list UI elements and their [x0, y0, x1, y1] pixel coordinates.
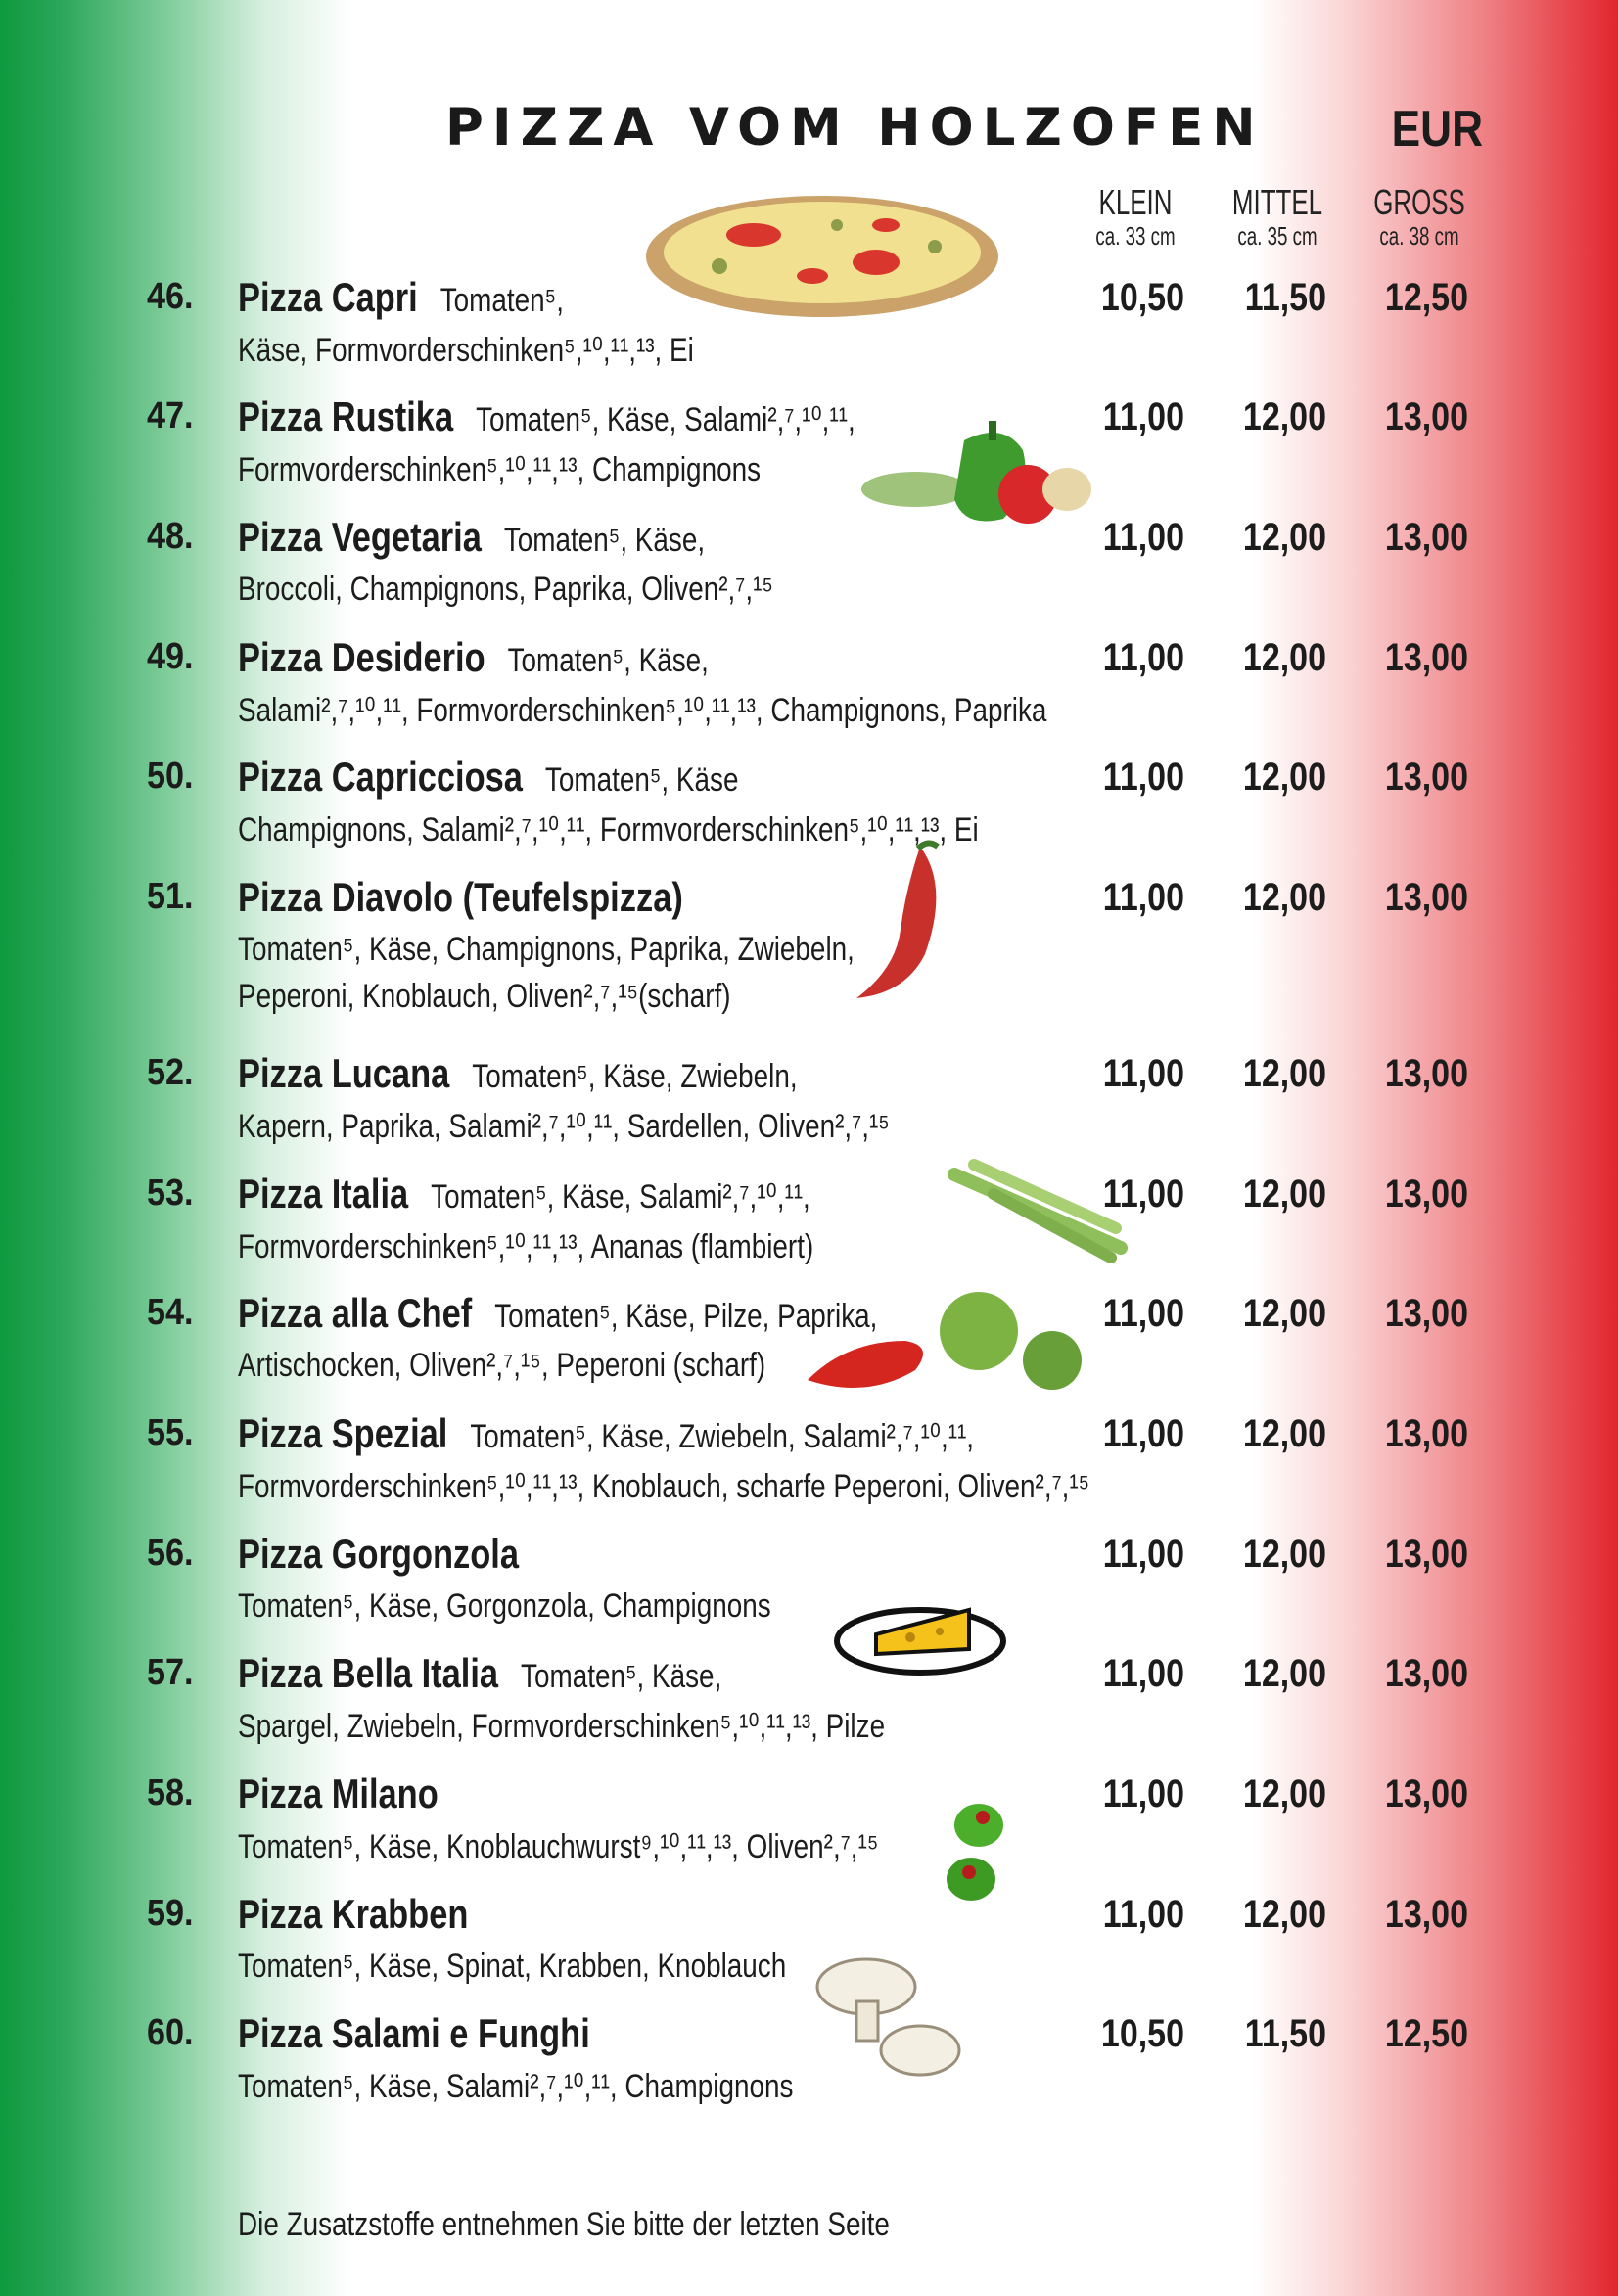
- item-ingredients: Formvorderschinken⁵,¹⁰,¹¹,¹³, Ananas (flambiert): [238, 1228, 814, 1265]
- size-dimension: ca. 35 cm: [1237, 221, 1318, 251]
- size-dimension: ca. 38 cm: [1379, 221, 1459, 251]
- price-klein: 11,00: [1102, 756, 1184, 799]
- price-gross: 13,00: [1384, 1893, 1468, 1936]
- size-label: GROSS: [1373, 182, 1465, 222]
- size-label: KLEIN: [1098, 182, 1173, 222]
- item-number: 52.: [147, 1052, 194, 1093]
- page-title: PIZZA VOM HOLZOFEN: [445, 98, 1265, 158]
- item-ingredients: Salami²,⁷,¹⁰,¹¹, Formvorderschinken⁵,¹⁰,¹¹,¹³, Champignons, Paprika: [238, 692, 1047, 729]
- price-gross: 13,00: [1384, 1533, 1468, 1576]
- price-gross: 13,00: [1384, 395, 1468, 438]
- item-number: 55.: [147, 1412, 194, 1453]
- item-ingredients: Käse, Formvorderschinken⁵,¹⁰,¹¹,¹³, Ei: [238, 332, 694, 369]
- item-name: Pizza Lucana: [238, 1050, 450, 1096]
- item-ingredients: Tomaten⁵, Käse, Spinat, Krabben, Knoblauch: [238, 1948, 787, 1985]
- item-number: 58.: [147, 1772, 194, 1814]
- item-name: Pizza Salami e Funghi: [238, 2010, 590, 2056]
- item-title-line: [238, 1770, 461, 1817]
- item-name: Pizza Italia: [238, 1171, 409, 1217]
- vegetables-icon: [856, 411, 1111, 528]
- item-ingredients: Formvorderschinken⁵,¹⁰,¹¹,¹³, Champignons: [238, 451, 762, 488]
- price-klein: 11,00: [1102, 876, 1184, 919]
- price-mittel: 12,00: [1242, 1412, 1326, 1455]
- price-mittel: 12,00: [1242, 1533, 1326, 1576]
- item-ingredients: Broccoli, Champignons, Paprika, Oliven²,⁷,¹⁵: [238, 571, 773, 608]
- item-ingredients: Tomaten⁵, Käse, Salami²,⁷,¹⁰,¹¹,: [431, 1178, 810, 1216]
- item-ingredients: Spargel, Zwiebeln, Formvorderschinken⁵,¹⁰,¹¹,¹³, Pilze: [238, 1708, 886, 1745]
- price-gross: 12,50: [1384, 276, 1468, 319]
- price-mittel: 12,00: [1242, 1652, 1326, 1695]
- currency-label: EUR: [1391, 101, 1483, 158]
- price-mittel: 12,00: [1242, 1172, 1326, 1216]
- item-title-line: [238, 514, 705, 561]
- size-label: MITTEL: [1231, 182, 1323, 222]
- price-klein: 11,00: [1102, 1893, 1184, 1936]
- item-name: Pizza Capri: [238, 274, 418, 320]
- item-title-line: [238, 1531, 541, 1578]
- price-klein: 10,50: [1100, 276, 1184, 319]
- item-title-line: [238, 754, 738, 801]
- price-mittel: 12,00: [1242, 1772, 1326, 1815]
- item-number: 49.: [147, 636, 194, 677]
- item-number: 60.: [147, 2012, 194, 2053]
- item-ingredients: Tomaten⁵, Käse, Salami²,⁷,¹⁰,¹¹, Champignons: [238, 2068, 794, 2105]
- price-mittel: 12,00: [1242, 1052, 1326, 1095]
- price-gross: 13,00: [1384, 516, 1468, 559]
- item-number: 57.: [147, 1652, 194, 1693]
- price-gross: 13,00: [1384, 636, 1468, 679]
- size-dimension: ca. 33 cm: [1095, 221, 1176, 251]
- item-title-line: [238, 1410, 974, 1457]
- item-name: Pizza Rustika: [238, 393, 454, 439]
- item-number: 48.: [147, 516, 194, 557]
- price-mittel: 12,00: [1242, 876, 1326, 919]
- item-number: 51.: [147, 876, 194, 917]
- item-title-line: [238, 2010, 613, 2057]
- olives-icon: [940, 1796, 1008, 1913]
- item-ingredients: Tomaten⁵,: [439, 282, 564, 319]
- item-ingredients: Tomaten⁵, Käse: [544, 761, 739, 799]
- item-name: Pizza Bella Italia: [238, 1650, 499, 1696]
- price-mittel: 12,00: [1242, 1893, 1326, 1936]
- price-mittel: 12,00: [1242, 1292, 1326, 1335]
- pizza-illustration-icon: [641, 186, 1003, 323]
- item-name: Pizza Milano: [238, 1770, 439, 1816]
- price-klein: 11,00: [1102, 1772, 1184, 1815]
- price-gross: 12,50: [1384, 2012, 1468, 2055]
- item-ingredients: Champignons, Salami²,⁷,¹⁰,¹¹, Formvorderschinken⁵,¹⁰,¹¹,¹³, Ei: [238, 811, 979, 849]
- price-klein: 11,00: [1102, 1412, 1184, 1455]
- item-title-line: [238, 1171, 810, 1217]
- price-mittel: 12,00: [1242, 395, 1326, 438]
- item-ingredients: Tomaten⁵, Käse, Pilze, Paprika,: [494, 1298, 878, 1335]
- item-title-line: [238, 1050, 798, 1097]
- item-ingredients: Tomaten⁵, Käse,: [507, 642, 709, 679]
- item-number: 56.: [147, 1533, 194, 1574]
- item-ingredients: Tomaten⁵, Käse, Champignons, Paprika, Zwiebeln,: [238, 931, 855, 968]
- chili-pepper-icon: [842, 837, 989, 1013]
- item-name: Pizza alla Chef: [238, 1290, 473, 1336]
- price-gross: 13,00: [1384, 876, 1468, 919]
- item-title-line: [238, 1891, 490, 1938]
- price-mittel: 12,00: [1242, 516, 1326, 559]
- item-ingredients: Tomaten⁵, Käse, Zwiebeln,: [472, 1058, 798, 1095]
- item-title-line: [238, 634, 709, 681]
- price-klein: 11,00: [1102, 1292, 1184, 1335]
- item-number: 59.: [147, 1893, 194, 1934]
- price-klein: 11,00: [1102, 1052, 1184, 1095]
- item-ingredients: Tomaten⁵, Käse, Gorgonzola, Champignons: [238, 1587, 771, 1625]
- price-klein: 10,50: [1100, 2012, 1184, 2055]
- artichoke-pepper-icon: [798, 1282, 1091, 1409]
- price-klein: 11,00: [1102, 1533, 1184, 1576]
- item-title-line: [238, 1650, 721, 1697]
- item-number: 50.: [147, 756, 194, 797]
- item-title-line: [238, 874, 706, 921]
- item-name: Pizza Vegetaria: [238, 514, 482, 560]
- price-gross: 13,00: [1384, 1772, 1468, 1815]
- item-name: Pizza Spezial: [238, 1410, 448, 1456]
- item-title-line: [238, 1290, 877, 1337]
- item-title-line: [238, 274, 564, 321]
- price-gross: 13,00: [1384, 756, 1468, 799]
- price-klein: 11,00: [1102, 395, 1184, 438]
- item-number: 54.: [147, 1292, 194, 1333]
- price-mittel: 11,50: [1244, 276, 1326, 319]
- item-number: 53.: [147, 1172, 194, 1214]
- footer-note: Die Zusatzstoffe entnehmen Sie bitte der letzten Seite: [238, 2206, 890, 2243]
- item-ingredients: Formvorderschinken⁵,¹⁰,¹¹,¹³, Knoblauch, scharfe Peperoni, Oliven²,⁷,¹⁵: [238, 1468, 1090, 1505]
- item-ingredients: Artischocken, Oliven²,⁷,¹⁵, Peperoni (scharf): [238, 1347, 766, 1384]
- price-klein: 11,00: [1102, 516, 1184, 559]
- price-klein: 11,00: [1102, 1172, 1184, 1216]
- asparagus-icon: [945, 1155, 1131, 1263]
- item-ingredients: Tomaten⁵, Käse,: [503, 522, 706, 559]
- price-mittel: 12,00: [1242, 756, 1326, 799]
- item-ingredients: Tomaten⁵, Käse, Knoblauchwurst⁹,¹⁰,¹¹,¹³, Oliven²,⁷,¹⁵: [238, 1828, 879, 1865]
- item-number: 46.: [147, 276, 194, 317]
- mushrooms-icon: [812, 1952, 964, 2089]
- price-klein: 11,00: [1102, 1652, 1184, 1695]
- item-ingredients: Tomaten⁵, Käse, Salami²,⁷,¹⁰,¹¹,: [476, 401, 855, 438]
- price-mittel: 12,00: [1242, 636, 1326, 679]
- item-number: 47.: [147, 395, 194, 436]
- item-name: Pizza Capricciosa: [238, 754, 523, 800]
- item-ingredients: Peperoni, Knoblauch, Oliven²,⁷,¹⁵(scharf): [238, 978, 731, 1015]
- item-name: Pizza Krabben: [238, 1891, 469, 1937]
- price-gross: 13,00: [1384, 1412, 1468, 1455]
- price-gross: 13,00: [1384, 1652, 1468, 1695]
- price-mittel: 11,50: [1244, 2012, 1326, 2055]
- price-gross: 13,00: [1384, 1172, 1468, 1216]
- item-title-line: [238, 393, 855, 440]
- item-name: Pizza Desiderio: [238, 634, 485, 680]
- price-gross: 13,00: [1384, 1052, 1468, 1095]
- cheese-plate-icon: [832, 1581, 1008, 1678]
- item-ingredients: Kapern, Paprika, Salami²,⁷,¹⁰,¹¹, Sardellen, Oliven²,⁷,¹⁵: [238, 1108, 890, 1145]
- item-name: Pizza Diavolo (Teufelspizza): [238, 874, 683, 920]
- item-name: Pizza Gorgonzola: [238, 1531, 520, 1577]
- price-klein: 11,00: [1102, 636, 1184, 679]
- price-gross: 13,00: [1384, 1292, 1468, 1335]
- item-ingredients: Tomaten⁵, Käse, Zwiebeln, Salami²,⁷,¹⁰,¹¹,: [470, 1418, 975, 1455]
- item-ingredients: Tomaten⁵, Käse,: [521, 1658, 722, 1695]
